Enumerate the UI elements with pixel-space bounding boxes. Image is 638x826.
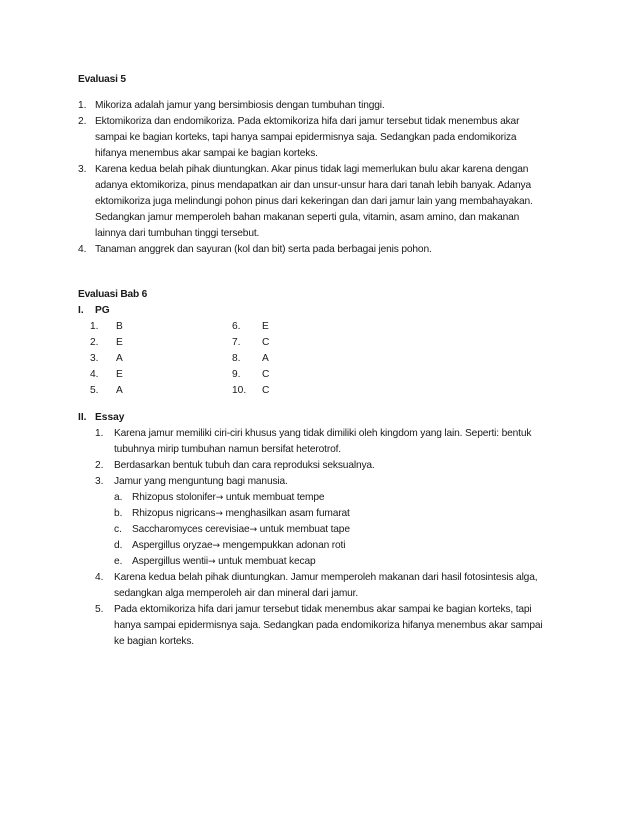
list-item-number: 3. — [78, 164, 87, 175]
list-item-number: 2. — [78, 116, 87, 127]
list-item-text: Berdasarkan bentuk tubuh dan cara reproduksi seksualnya. — [114, 460, 375, 471]
sub-item-letter: a. — [114, 492, 123, 503]
arrow-icon: → — [215, 493, 224, 503]
pg-question-number: 2. — [90, 337, 99, 348]
list-item-text: Karena kedua belah pihak diuntungkan. Akar pinus tidak lagi memerlukan bulu akar karena dengan — [95, 164, 529, 175]
pg-question-number: 4. — [90, 369, 99, 380]
list-item-text: Pada ektomikoriza hifa dari jamur tersebut tidak menembus akar sampai ke bagian korteks, tapi — [114, 604, 532, 615]
organism-use: menghasilkan asam fumarat — [222, 508, 350, 519]
organism-use: untuk membuat tempe — [223, 492, 325, 503]
heading-evaluasi-bab-6: Evaluasi Bab 6 — [78, 289, 148, 300]
section-label-essay: Essay — [95, 412, 125, 423]
arrow-icon: → — [249, 525, 257, 535]
organism-name: Aspergillus wentii — [132, 556, 209, 567]
sub-item-letter: d. — [114, 540, 123, 551]
pg-answer: C — [262, 369, 270, 380]
sub-item-letter: b. — [114, 508, 123, 519]
list-item-number: 1. — [78, 100, 87, 111]
pg-question-number: 8. — [232, 353, 241, 364]
section-roman-numeral: II. — [78, 412, 87, 423]
sub-item-text — [132, 492, 324, 503]
list-item-text: ke bagian korteks. — [114, 636, 194, 647]
organism-use: mengempukkan adonan roti — [219, 540, 346, 551]
pg-question-number: 10. — [232, 385, 247, 396]
list-item-number: 2. — [95, 460, 104, 471]
list-item-text: sampai ke bagian korteks, tapi hanya sampai epidermisnya saja. Sedangkan pada endomikoriza — [95, 132, 517, 143]
pg-answer: E — [116, 369, 123, 380]
pg-answer: A — [116, 353, 123, 364]
organism-name: Rhizopus nigricans — [132, 508, 216, 519]
pg-answer: B — [116, 321, 123, 332]
organism-use: untuk membuat kecap — [215, 556, 316, 567]
section-roman-numeral: I. — [78, 305, 84, 316]
list-item-text: Tanaman anggrek dan sayuran (kol dan bit) serta pada berbagai jenis pohon. — [95, 244, 432, 255]
arrow-icon: → — [212, 541, 220, 551]
pg-question-number: 1. — [90, 321, 99, 332]
pg-question-number: 5. — [90, 385, 99, 396]
pg-answer: C — [262, 385, 270, 396]
list-item-text: Ektomikoriza dan endomikoriza. Pada ektomikoriza hifa dari jamur tersebut tidak menembus akar — [95, 116, 520, 127]
pg-answer: A — [116, 385, 123, 396]
pg-question-number: 6. — [232, 321, 241, 332]
sub-item-text — [132, 556, 316, 567]
list-item-text: adanya ektomikoriza, pinus mendapatkan air dan unsur-unsur hara dari tanah lebih banyak. Adanya — [95, 180, 531, 191]
list-item-number: 3. — [95, 476, 104, 487]
arrow-icon: → — [215, 509, 223, 519]
list-item-text: Jamur yang menguntung bagi manusia. — [114, 476, 288, 487]
organism-name: Saccharomyces cerevisiae — [132, 524, 250, 535]
organism-name: Rhizopus stolonifer — [132, 492, 216, 503]
pg-question-number: 9. — [232, 369, 241, 380]
pg-answer: C — [262, 337, 270, 348]
list-item-number: 4. — [78, 244, 87, 255]
pg-answer: E — [262, 321, 269, 332]
list-item-text: hifanya menembus akar sampai ke bagian korteks. — [95, 148, 318, 159]
sub-item-text — [132, 524, 350, 535]
section-label-pg: PG — [95, 305, 110, 316]
list-item-number: 4. — [95, 572, 104, 583]
pg-question-number: 7. — [232, 337, 241, 348]
pg-answer: A — [262, 353, 269, 364]
list-item-number: 1. — [95, 428, 104, 439]
list-item-text: hanya sampai epidermisnya saja. Sedangkan pada endomikoriza hifanya menembus akar sampai — [114, 620, 543, 631]
list-item-text: Mikoriza adalah jamur yang bersimbiosis dengan tumbuhan tinggi. — [95, 100, 385, 111]
heading-evaluasi-5: Evaluasi 5 — [78, 74, 126, 85]
list-item-text: Sedangkan jamur memperoleh bahan makanan seperti gula, vitamin, asam amino, dan makanan — [95, 212, 520, 223]
list-item-text: lainnya dari tumbuhan tinggi tersebut. — [95, 228, 260, 239]
list-item-number: 5. — [95, 604, 104, 615]
sub-item-letter: c. — [114, 524, 122, 535]
organism-name: Aspergillus oryzae — [132, 540, 213, 551]
list-item-text: ektomikoriza juga melindungi pohon pinus dari kekeringan dan dari jamur lain yang membahayakan. — [95, 196, 533, 207]
sub-item-letter: e. — [114, 556, 123, 567]
list-item-text: Karena jamur memiliki ciri-ciri khusus yang tidak dimiliki oleh kingdom yang lain. Seperti: bentuk — [114, 428, 532, 439]
list-item-text: sedangkan alga memperoleh air dan mineral dari jamur. — [114, 588, 359, 599]
list-item-text: tubuhnya mirip tumbuhan namun bersifat heterotrof. — [114, 444, 341, 455]
list-item-text: Karena kedua belah pihak diuntungkan. Jamur memperoleh makanan dari hasil fotosintesis alga, — [114, 572, 538, 583]
organism-use: untuk membuat tape — [256, 524, 350, 535]
arrow-icon: → — [208, 557, 216, 567]
pg-question-number: 3. — [90, 353, 99, 364]
pg-answer: E — [116, 337, 123, 348]
sub-item-text — [132, 508, 350, 519]
sub-item-text — [132, 540, 345, 551]
